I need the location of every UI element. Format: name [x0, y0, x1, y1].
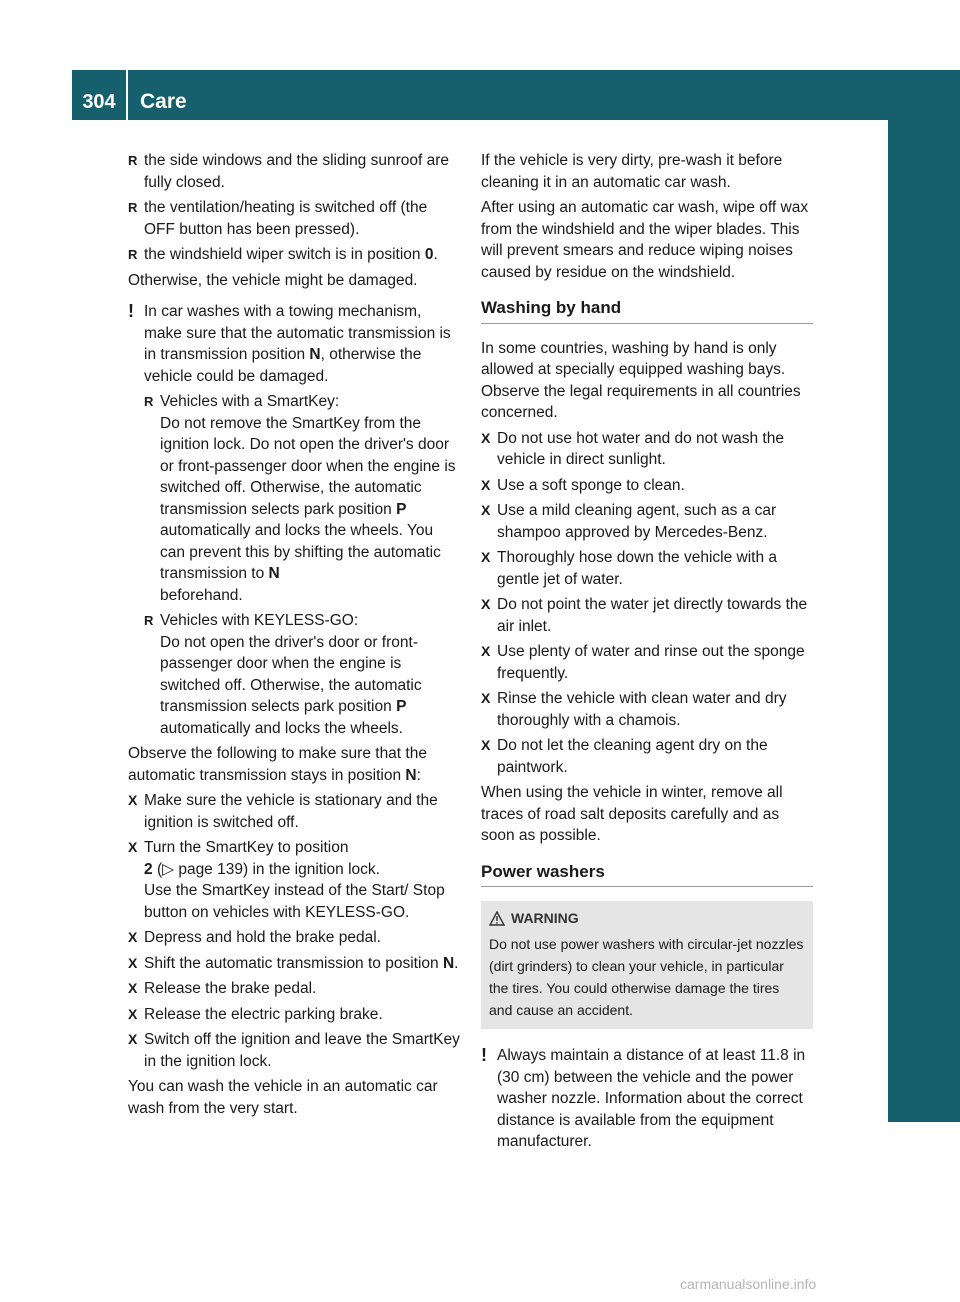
page-title: Care [140, 90, 187, 113]
list-item: R Vehicles with a SmartKey: Do not remove the SmartKey from the ignition lock. Do not open the driver's door or front-passenger door when the engine is switched off. Otherwise, the automatic transmission selects park position P automatically and locks the wheels. You can prevent this by shifting the automatic transmission to N beforehand. [144, 393, 456, 604]
arrow-icon: X [481, 737, 491, 753]
paragraph: In some countries, washing by hand is only allowed at specially equipped washing bays. Observe the legal requirements in all countries concerned. [481, 339, 801, 421]
list-item: X Use plenty of water and rinse out the sponge frequently. [481, 643, 805, 682]
list-item: X Make sure the vehicle is stationary and the ignition is switched off. [128, 792, 438, 831]
warning-text: Do not use power washers with circular-jet nozzles (dirt grinders) to clean your vehicle, in particular the tires. You could otherwise damage the tires and cause an accident. [489, 936, 804, 1018]
section-heading: Power washers [481, 861, 813, 888]
list-item: R the side windows and the sliding sunroof are fully closed. [128, 152, 450, 191]
arrow-icon: X [481, 549, 491, 565]
arrow-icon: X [128, 792, 138, 808]
bullet-icon: R [144, 613, 154, 628]
paragraph: Otherwise, the vehicle might be damaged. [128, 271, 418, 289]
exclamation-icon: ! [481, 1045, 487, 1065]
list-item: X Switch off the ignition and leave the SmartKey in the ignition lock. [128, 1031, 460, 1070]
exclamation-icon: ! [128, 301, 134, 321]
watermark: carmanualsonline.info [680, 1276, 817, 1292]
arrow-icon: X [481, 690, 491, 706]
list-item: X Shift the automatic transmission to position N. [128, 953, 462, 975]
list-item: X Turn the SmartKey to position 2 (▷ page 139) in the ignition lock. Use the SmartKey instead of the Start/ Stop button on vehicles with KEYLESS-GO. [128, 839, 445, 921]
paragraph: Observe the following to make sure that the automatic transmission stays in position N: [128, 745, 427, 784]
section-heading: Washing by hand [481, 297, 813, 324]
list-item: X Release the electric parking brake. [128, 1004, 462, 1026]
list-item: X Do not use hot water and do not wash the vehicle in direct sunlight. [481, 429, 784, 468]
side-tab-label: Maintenance and care [77, 420, 100, 640]
warning-triangle-icon [489, 911, 505, 926]
warning-title: WARNING [489, 907, 805, 929]
list-item: R the ventilation/heating is switched off (the OFF button has been pressed). [128, 199, 428, 238]
arrow-icon: X [128, 980, 138, 996]
page-number: 304 [82, 91, 116, 113]
bullet-icon: R [128, 247, 138, 262]
list-item: X Use a mild cleaning agent, such as a car shampoo approved by Mercedes-Benz. [481, 502, 777, 541]
arrow-icon: X [481, 429, 491, 446]
list-item: R Vehicles with KEYLESS-GO: Do not open the driver's door or front-passenger door when the engine is switched off. Otherwise, the automatic transmission selects park position P automatically and locks the wheels. [144, 612, 422, 737]
bullet-icon: R [128, 200, 138, 215]
bullet-icon: R [128, 153, 138, 168]
arrow-icon: X [128, 929, 138, 945]
paragraph: After using an automatic car wash, wipe off wax from the windshield and the wiper blades. This will prevent smears and reduce wiping noises caused by residue on the windshield. [481, 199, 809, 281]
list-item: X Do not point the water jet directly towards the air inlet. [481, 596, 808, 635]
right-column [481, 150, 813, 1157]
paragraph: If the vehicle is very dirty, pre-wash it before cleaning it in an automatic car wash. [481, 152, 783, 191]
arrow-icon: X [481, 596, 491, 612]
paragraph: You can wash the vehicle in an automatic car wash from the very start. [128, 1078, 438, 1117]
note: ! Always maintain a distance of at least 11.8 in (30 cm) between the vehicle and the power washer nozzle. Information about the correct distance is available from the equipment manufacturer. [481, 1045, 806, 1150]
header-bar [72, 70, 888, 120]
arrow-icon: X [128, 839, 138, 855]
list-item: X Release the brake pedal. [128, 978, 462, 1000]
list-item: X Depress and hold the brake pedal. [128, 927, 462, 949]
arrow-icon: X [481, 502, 491, 518]
paragraph: When using the vehicle in winter, remove all traces of road salt deposits carefully and as soon as possible. [481, 784, 783, 844]
bullet-icon: R [144, 394, 154, 409]
note: ! In car washes with a towing mechanism, make sure that the automatic transmission is in transmission position N, otherwise the vehicle could be damaged. [128, 301, 451, 385]
list-item: X Do not let the cleaning agent dry on the paintwork. [481, 737, 768, 776]
list-item: R the windshield wiper switch is in position 0. [128, 244, 462, 266]
list-item: X Thoroughly hose down the vehicle with a gentle jet of water. [481, 549, 778, 588]
left-column [128, 150, 462, 1123]
arrow-icon: X [481, 643, 491, 659]
arrow-icon: X [128, 954, 138, 971]
arrow-icon: X [128, 1005, 138, 1022]
warning-box [481, 901, 813, 1029]
arrow-icon: X [481, 476, 491, 493]
arrow-icon: X [128, 1031, 138, 1047]
side-tab [888, 70, 960, 1122]
header-divider [126, 70, 128, 120]
list-item: X Rinse the vehicle with clean water and dry thoroughly with a chamois. [481, 690, 787, 729]
list-item: X Use a soft sponge to clean. [481, 475, 813, 497]
